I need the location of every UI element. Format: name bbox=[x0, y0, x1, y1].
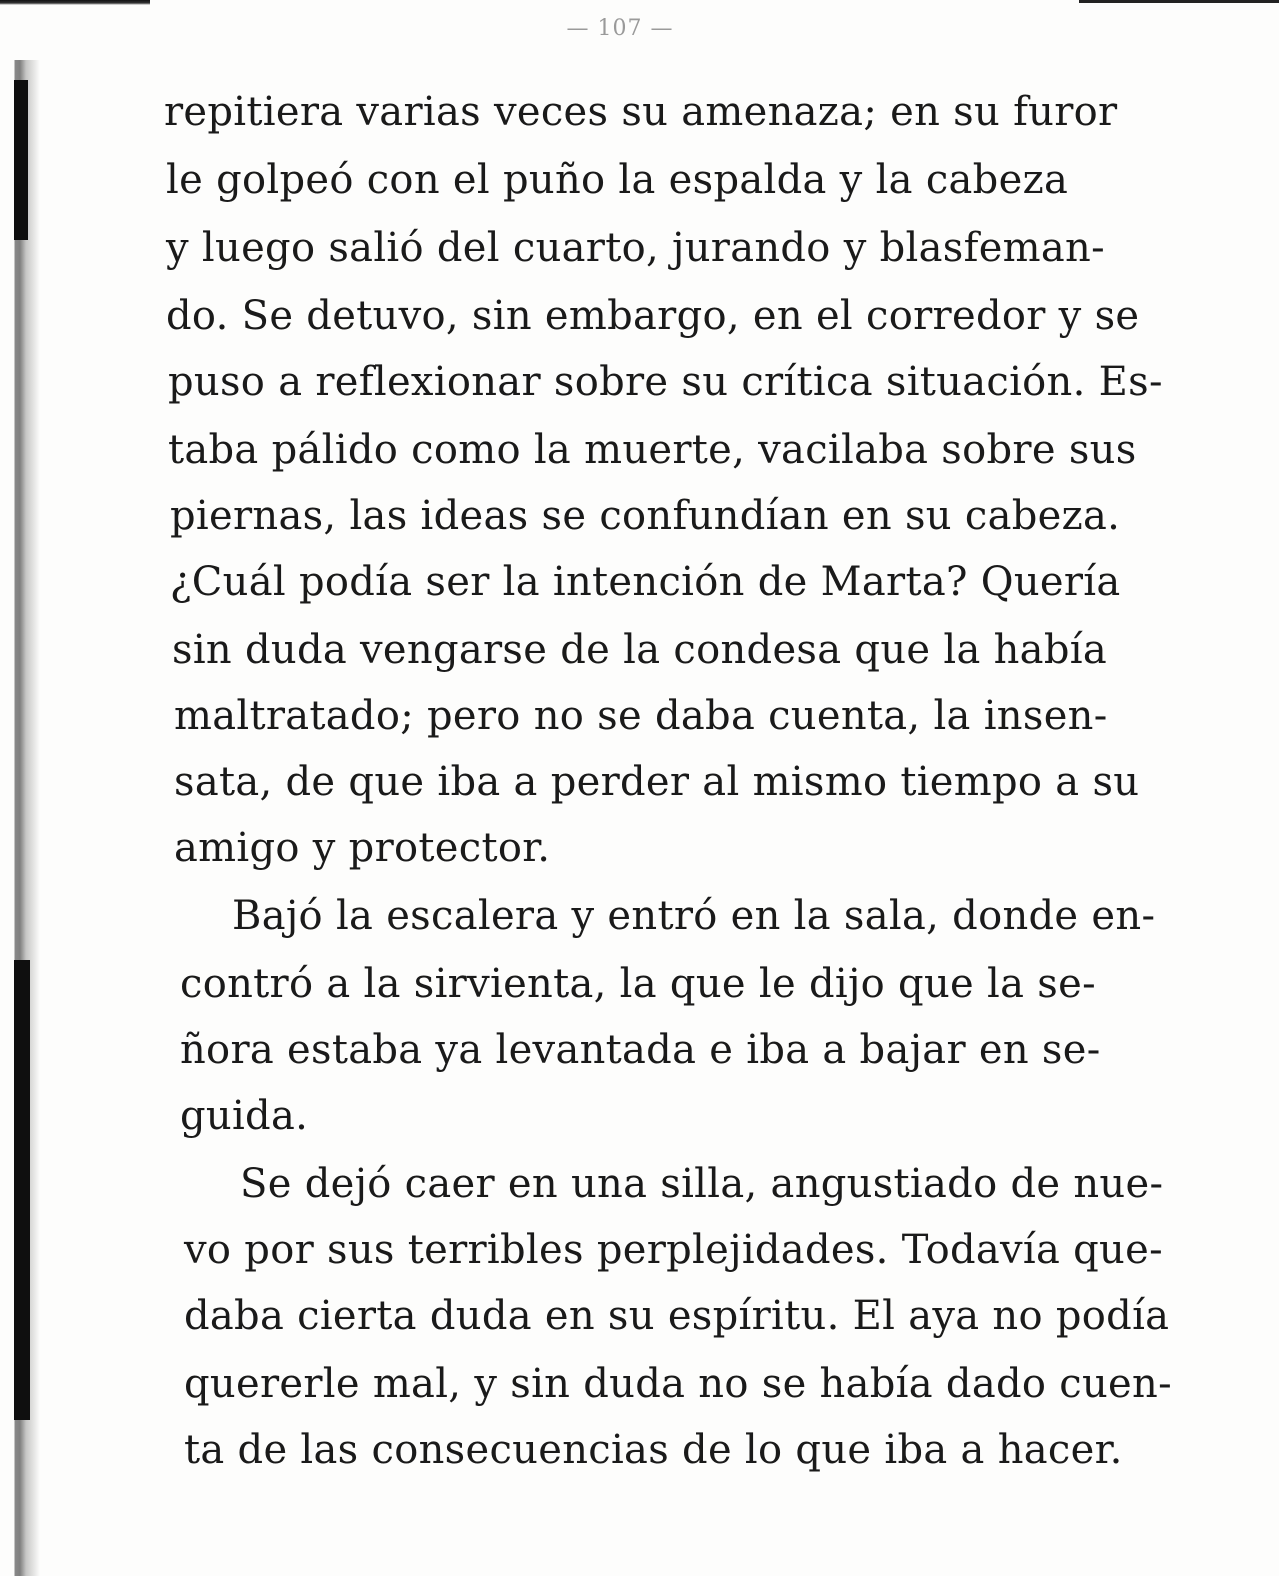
text-line: puso a reflexionar sobre su crítica situación. Es- bbox=[168, 359, 1163, 405]
scan-top-edge-left bbox=[0, 0, 150, 5]
text-line: daba cierta duda en su espíritu. El aya no podía bbox=[184, 1293, 1170, 1339]
binding-shadow bbox=[14, 960, 30, 1420]
text-line: amigo y protector. bbox=[174, 825, 551, 871]
text-line: guida. bbox=[180, 1093, 309, 1139]
text-line: piernas, las ideas se confundían en su cabeza. bbox=[170, 493, 1121, 539]
scan-top-edge-right bbox=[1079, 0, 1279, 3]
text-line: ta de las consecuencias de lo que iba a hacer. bbox=[184, 1427, 1123, 1473]
text-line: Bajó la escalera y entró en la sala, donde en- bbox=[232, 893, 1156, 939]
text-line: vo por sus terribles perplejidades. Todavía que- bbox=[184, 1227, 1163, 1273]
text-line: contró a la sirvienta, la que le dijo que la se- bbox=[180, 961, 1096, 1007]
text-line: repitiera varias veces su amenaza; en su furor bbox=[164, 89, 1118, 135]
text-line: Se dejó caer en una silla, angustiado de nue- bbox=[240, 1161, 1164, 1207]
page-number: — 107 — bbox=[566, 16, 674, 41]
text-line: sin duda vengarse de la condesa que la había bbox=[172, 627, 1107, 673]
text-line: ñora estaba ya levantada e iba a bajar en se- bbox=[180, 1027, 1101, 1073]
text-line: quererle mal, y sin duda no se había dado cuen- bbox=[184, 1361, 1172, 1407]
text-line: le golpeó con el puño la espalda y la cabeza bbox=[166, 157, 1069, 203]
text-line: do. Se detuvo, sin embargo, en el corredor y se bbox=[166, 293, 1140, 339]
text-line: taba pálido como la muerte, vacilaba sobre sus bbox=[168, 427, 1137, 473]
text-line: maltratado; pero no se daba cuenta, la insen- bbox=[174, 693, 1108, 739]
text-line: sata, de que iba a perder al mismo tiempo a su bbox=[174, 759, 1140, 805]
text-line: ¿Cuál podía ser la intención de Marta? Quería bbox=[170, 559, 1121, 605]
binding-shadow bbox=[14, 80, 28, 240]
text-line: y luego salió del cuarto, jurando y blasfeman- bbox=[166, 225, 1105, 271]
